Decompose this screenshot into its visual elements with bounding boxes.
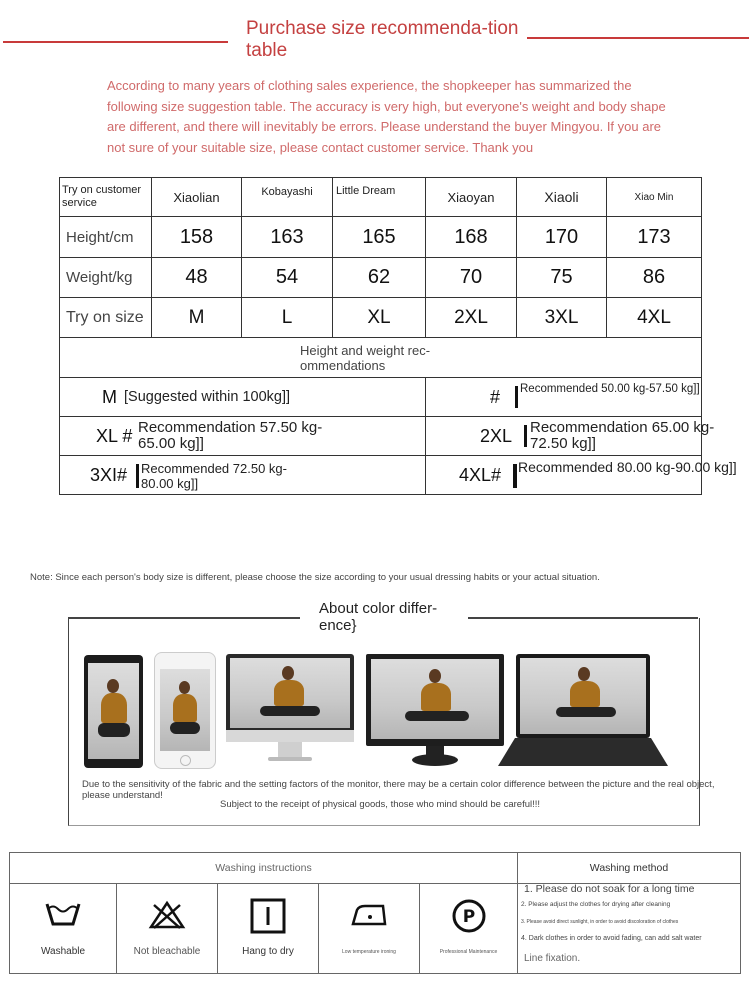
recommendation-cell: [426, 456, 737, 495]
care-symbol-cell: [319, 884, 420, 973]
color-box-rule-left: [68, 617, 300, 619]
height-value: 165: [333, 217, 426, 258]
rec-size: 4XL#: [459, 465, 502, 485]
table-corner-cell: Try on customer service: [60, 178, 152, 217]
not-bleachable-icon: [148, 900, 186, 930]
size-value: 4XL: [607, 298, 702, 338]
care-label: Washable: [40, 946, 86, 957]
method-item: Line fixation.: [524, 953, 581, 964]
page-title: Purchase size recommenda-tion table: [246, 18, 519, 61]
weight-value: 62: [333, 258, 426, 298]
color-difference-title-text: About color differ-ence}: [319, 600, 438, 634]
rec-text: Recommendation 65.00 kg-72.50 kg]]: [530, 419, 715, 452]
recommendation-cell: [60, 417, 426, 456]
rec-text: Recommended 50.00 kg-57.50 kg]]: [520, 383, 700, 395]
size-value: 2XL: [426, 298, 517, 338]
height-value: 163: [242, 217, 333, 258]
title-rule-left: [3, 41, 228, 43]
laptop-device-image: [498, 654, 668, 769]
name-cell: Xiaoyan: [426, 178, 517, 217]
method-item: 2. Please adjust the clothes for drying after cleaning: [521, 901, 671, 908]
bracket-mark: [513, 464, 517, 488]
washing-table: [9, 852, 741, 974]
height-value: 158: [152, 217, 242, 258]
recommendation-heading-text: Height and weight rec-ommendations: [300, 342, 431, 373]
size-value: M: [152, 298, 242, 338]
bracket-mark: [524, 425, 527, 447]
care-symbol-cell: [117, 884, 218, 973]
method-item: 3. Please avoid direct sunlight, in order to avoid discoloration of clothes: [521, 919, 679, 925]
size-value: XL: [333, 298, 426, 338]
rec-text: Recommended 72.50 kg-80.00 kg]]: [141, 461, 287, 491]
rec-size: 3XI#: [90, 465, 128, 485]
name-cell: Little Dream: [333, 178, 426, 217]
title-rule-right: [527, 37, 749, 39]
professional-maintenance-icon: [451, 898, 487, 934]
height-value: 173: [607, 217, 702, 258]
rec-text: [Suggested within 100kg]]: [124, 389, 291, 405]
name-cell: Kobayashi: [242, 178, 333, 217]
svg-text:P: P: [462, 907, 475, 927]
name-cell: Xiaolian: [152, 178, 242, 217]
color-difference-title: [315, 600, 461, 634]
name-cell: Xiao Min: [607, 178, 702, 217]
size-value: 3XL: [517, 298, 607, 338]
method-item: 1. Please do not soak for a long time: [524, 883, 695, 895]
recommendation-heading: [60, 338, 702, 378]
care-symbol-cell: [218, 884, 319, 973]
size-table: [59, 177, 737, 495]
color-difference-text: Due to the sensitivity of the fabric and the setting factors of the monitor, there may be a certain color difference between the picture and the real object, please understand!: [82, 779, 715, 801]
row-label: Weight/kg: [60, 258, 152, 298]
washable-icon: [44, 900, 82, 930]
phone-device-image: [84, 655, 143, 768]
rec-size: 2XL: [480, 426, 513, 446]
height-value: 168: [426, 217, 517, 258]
size-value: L: [242, 298, 333, 338]
care-symbol-cell: [420, 884, 518, 973]
care-label: Not bleachable: [133, 946, 201, 957]
color-box-rule-right: [468, 617, 698, 619]
name-cell: Xiaoli: [517, 178, 607, 217]
hang-to-dry-icon: [250, 898, 286, 934]
iron-low-icon: [349, 900, 389, 930]
method-item: 4. Dark clothes in order to avoid fading, can add salt water: [521, 935, 702, 942]
rec-size: M: [102, 387, 117, 407]
care-label: Professional Maintenance: [439, 949, 498, 955]
bracket-mark: [515, 386, 518, 408]
weight-value: 48: [152, 258, 242, 298]
weight-value: 70: [426, 258, 517, 298]
weight-value: 75: [517, 258, 607, 298]
height-value: 170: [517, 217, 607, 258]
imac-device-image: [226, 654, 354, 764]
recommendation-cell: [60, 456, 426, 495]
recommendation-cell: [426, 417, 715, 456]
recommendation-cell: [426, 378, 702, 417]
row-label: Height/cm: [60, 217, 152, 258]
bracket-mark: [136, 464, 139, 488]
size-note: Note: Since each person's body size is different, please choose the size according to your usual dressing habits or your actual situation.: [30, 572, 600, 583]
intro-paragraph: According to many years of clothing sales experience, the shopkeeper has summarized the following size suggestion table. The accuracy is very high, but everyone's weight and body shape are different, and there will inevitably be errors. Please understand the buyer Mingyou. If you are not sure of your suitable size, please contact customer service. Thank you: [107, 78, 666, 155]
care-symbol-cell: [10, 884, 117, 973]
washing-instructions-header: Washing instructions: [10, 853, 518, 884]
recommendation-cell: [60, 378, 426, 417]
color-difference-warning: Subject to the receipt of physical goods, those who mind should be careful!!!: [220, 799, 541, 810]
monitor-device-image: [366, 654, 504, 768]
weight-value: 86: [607, 258, 702, 298]
row-label: Try on size: [60, 298, 152, 338]
weight-value: 54: [242, 258, 333, 298]
white-phone-device-image: [154, 652, 216, 769]
rec-size: #: [490, 387, 501, 407]
care-label: Hang to dry: [242, 946, 294, 957]
rec-text: Recommendation 57.50 kg-65.00 kg]]: [138, 419, 323, 452]
rec-size: XL #: [96, 426, 133, 446]
washing-method-header: Washing method: [518, 853, 740, 884]
rec-text: Recommended 80.00 kg-90.00 kg]]: [518, 459, 737, 475]
care-label: Low temperature ironing: [342, 949, 396, 955]
